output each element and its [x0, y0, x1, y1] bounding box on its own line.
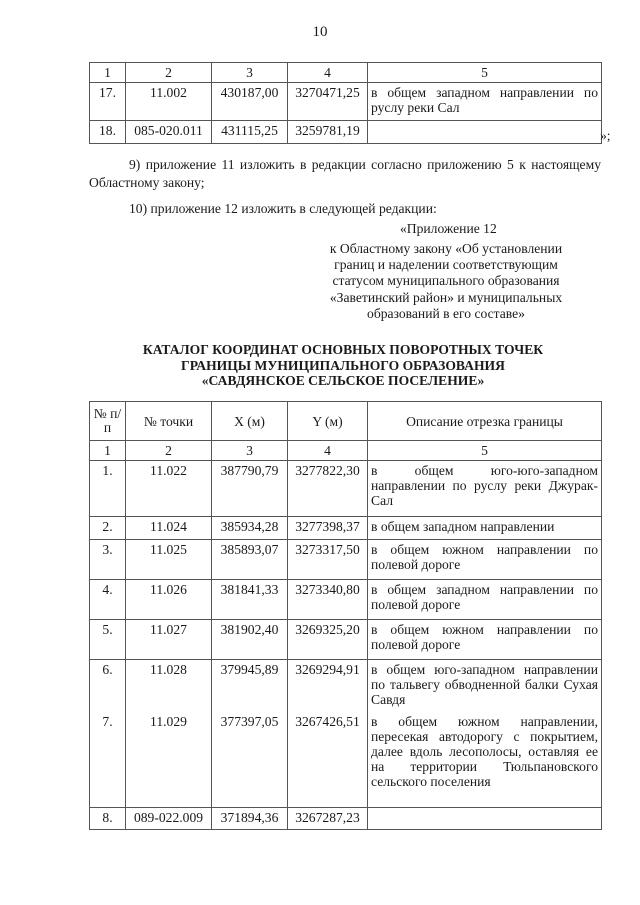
segment-description: в общем юго-западном направлении по тальвегу обводненной балки Сухая Савдя: [371, 662, 598, 707]
row-number-cell: 2.: [90, 517, 126, 540]
x-coordinate-cell: 431115,25: [212, 121, 288, 144]
column-number-cell: 4: [288, 63, 368, 83]
y-coordinate-cell: 3269325,20: [288, 620, 368, 660]
segment-description-cell: в общем южном направлении по полевой дороге: [368, 540, 602, 580]
x-coordinate-cell: 385893,07: [212, 540, 288, 580]
catalog-title-line: КАТАЛОГ КООРДИНАТ ОСНОВНЫХ ПОВОРОТНЫХ ТОЧЕК: [142, 342, 544, 357]
row-number: 6.: [102, 662, 113, 677]
coordinates-catalog-table: [89, 401, 602, 830]
row-number-cell: 1.: [90, 461, 126, 517]
x-coordinate: 379945,89: [220, 662, 279, 677]
column-number-cell: 5: [368, 63, 602, 83]
header-row-number: № п/п: [90, 402, 126, 441]
catalog-title: [100, 342, 586, 389]
page-number: 10: [312, 24, 328, 40]
column-number-cell: 2: [126, 441, 212, 461]
point-id-cell: 089-022.009: [126, 808, 212, 830]
table-row: [90, 620, 602, 660]
point-id-cell: 11.025: [126, 540, 212, 580]
table-column-numbers-row: [90, 441, 602, 461]
y-coordinate-cell: 3267287,23: [288, 808, 368, 830]
row-number-cell: 5.: [90, 620, 126, 660]
table-row: [90, 121, 602, 144]
point-id-cell: 11.022: [126, 461, 212, 517]
x-coordinate-cell: 387790,79: [212, 461, 288, 517]
appendix-subtitle-line: образований в его составе»: [367, 305, 525, 321]
appendix-subtitle-line: к Областному закону «Об установлении: [329, 241, 563, 256]
table-row: [90, 517, 602, 540]
appendix-subtitle-line: «Заветинский район» и муниципальных: [329, 289, 563, 305]
x-coordinate-cell: 381902,40: [212, 620, 288, 660]
catalog-title-line: «САВДЯНСКОЕ СЕЛЬСКОЕ ПОСЕЛЕНИЕ»: [201, 373, 485, 388]
row-number-cell: 18.: [90, 121, 126, 144]
x-coordinate: 377397,05: [220, 714, 279, 729]
y-coordinate-cell: 3273340,80: [288, 580, 368, 620]
segment-description-cell: [368, 808, 602, 830]
segment-description-cell: [368, 660, 602, 808]
x-coordinate-cell: [212, 660, 288, 808]
column-number-cell: 1: [90, 63, 126, 83]
coordinates-table-continuation: [89, 62, 602, 144]
appendix-subtitle-line: границ и наделении соответствующим: [334, 257, 558, 273]
x-coordinate-cell: 371894,36: [212, 808, 288, 830]
point-id: 11.029: [150, 714, 187, 729]
row-number-cell: 17.: [90, 83, 126, 121]
header-y-coordinate: Y (м): [288, 402, 368, 441]
y-coordinate: 3267426,51: [295, 714, 360, 729]
appendix-heading: «Приложение 12: [400, 221, 497, 236]
y-coordinate: 3269294,91: [295, 662, 360, 677]
row-number-cell: 8.: [90, 808, 126, 830]
header-segment-description: Описание отрезка границы: [368, 402, 602, 441]
y-coordinate-cell: [288, 660, 368, 808]
column-number-cell: 3: [212, 441, 288, 461]
column-number-cell: 5: [368, 441, 602, 461]
segment-description-cell: в общем западном направлении по полевой дороге: [368, 580, 602, 620]
column-number-cell: 3: [212, 63, 288, 83]
table-row: [90, 461, 602, 517]
table-row: [90, 540, 602, 580]
header-x-coordinate: X (м): [212, 402, 288, 441]
segment-description-cell: в общем западном направлении: [368, 517, 602, 540]
point-id-cell: 11.024: [126, 517, 212, 540]
row-number-cell: 4.: [90, 580, 126, 620]
segment-description-cell: в общем западном направлении по руслу реки Сал: [368, 83, 602, 121]
header-point-id: № точки: [126, 402, 212, 441]
column-number-cell: 4: [288, 441, 368, 461]
segment-description-cell: в общем южном направлении по полевой дороге: [368, 620, 602, 660]
appendix-subtitle: [306, 241, 586, 322]
appendix-subtitle-line: статусом муниципального образования: [332, 273, 560, 289]
x-coordinate-cell: 385934,28: [212, 517, 288, 540]
table-row: [90, 808, 602, 830]
y-coordinate-cell: 3273317,50: [288, 540, 368, 580]
y-coordinate-cell: 3259781,19: [288, 121, 368, 144]
table-header-row: [90, 402, 602, 441]
column-number-cell: 1: [90, 441, 126, 461]
y-coordinate-cell: 3277822,30: [288, 461, 368, 517]
point-id-cell: [126, 660, 212, 808]
segment-description-cell: [368, 121, 602, 144]
table-row: [90, 83, 602, 121]
table-column-numbers-row: [90, 63, 602, 83]
point-id-cell: 11.002: [126, 83, 212, 121]
segment-description-cell: в общем юго-юго-западном направлении по руслу реки Джурак-Сал: [368, 461, 602, 517]
table-row: [90, 580, 602, 620]
row-number: 7.: [102, 714, 113, 729]
row-number-cell: [90, 660, 126, 808]
segment-description: в общем южном направлении, пересекая автодорогу с покрытием, далее вдоль лесополосы, оставляя ее на территории Тюльпановского сельского поселения: [371, 714, 598, 789]
y-coordinate-cell: 3270471,25: [288, 83, 368, 121]
table-row: [90, 660, 602, 808]
paragraph-10: 10) приложение 12 изложить в следующей редакции:: [129, 201, 437, 216]
point-id-cell: 085-020.011: [126, 121, 212, 144]
y-coordinate-cell: 3277398,37: [288, 517, 368, 540]
point-id-cell: 11.027: [126, 620, 212, 660]
closing-quote: »;: [600, 128, 611, 143]
row-number-cell: 3.: [90, 540, 126, 580]
point-id-cell: 11.026: [126, 580, 212, 620]
catalog-title-line: ГРАНИЦЫ МУНИЦИПАЛЬНОГО ОБРАЗОВАНИЯ: [181, 357, 505, 373]
paragraph-9: 9) приложение 11 изложить в редакции согласно приложению 5 к настоящему Областному закону;: [89, 157, 601, 190]
point-id: 11.028: [150, 662, 187, 677]
column-number-cell: 2: [126, 63, 212, 83]
x-coordinate-cell: 381841,33: [212, 580, 288, 620]
x-coordinate-cell: 430187,00: [212, 83, 288, 121]
